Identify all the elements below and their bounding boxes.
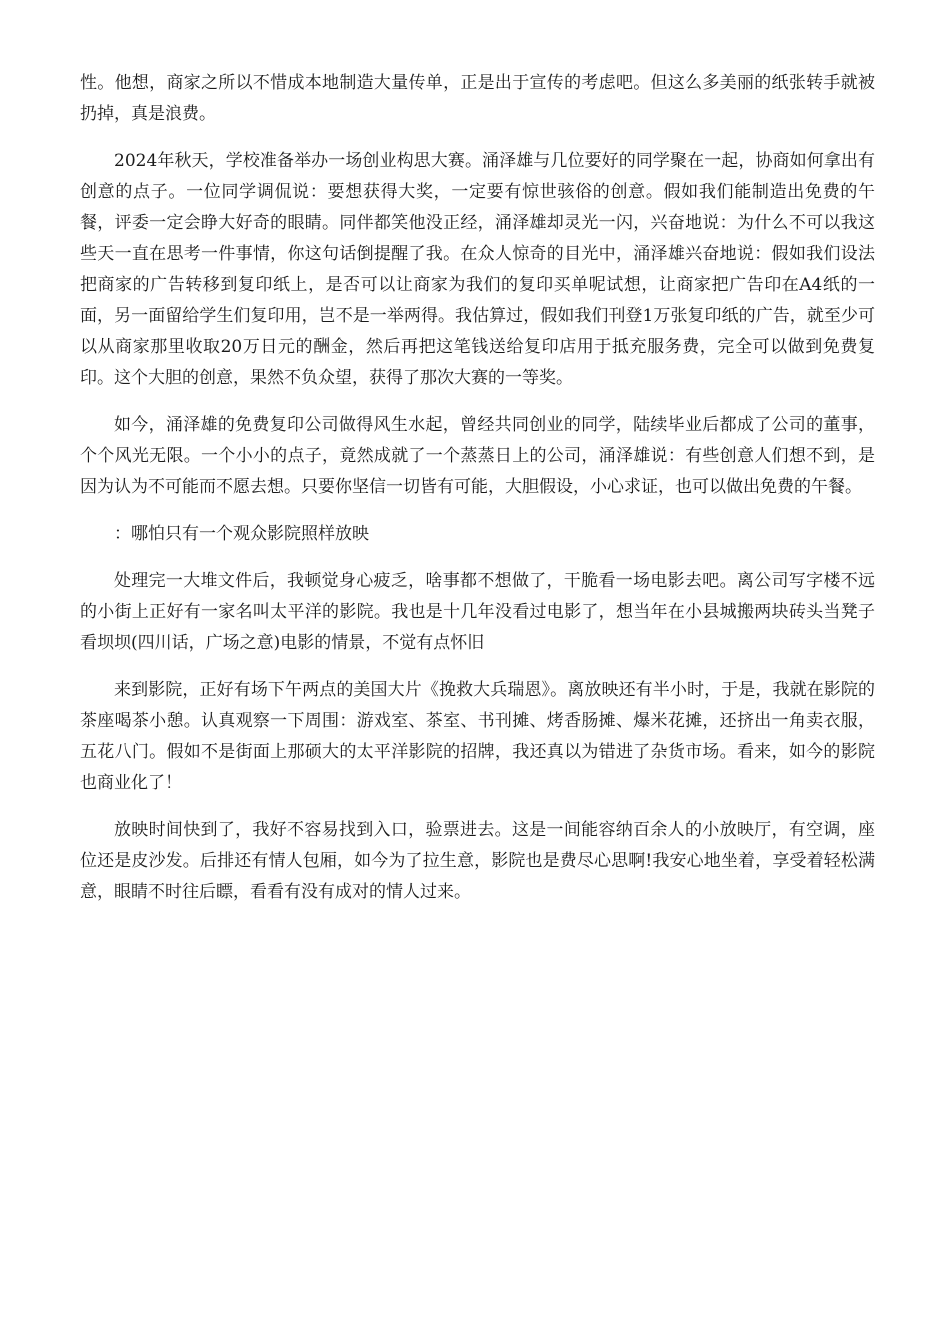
document-page [80, 68, 875, 924]
paragraph-continuation: 性。他想，商家之所以不惜成本地制造大量传单，正是出于宣传的考虑吧。但这么多美丽的纸张转手就被扔掉，真是浪费。 [80, 73, 875, 124]
section-heading: ：哪怕只有一个观众影院照样放映 [114, 524, 369, 544]
paragraph-cinema-intro: 处理完一大堆文件后，我顿觉身心疲乏，啥事都不想做了，干脆看一场电影去吧。离公司写字楼不远的小街上正好有一家名叫太平洋的影院。我也是十几年没看过电影了，想当年在小县城搬两块砖头当凳子看坝坝(四川话，广场之意)电影的情景，不觉有点怀旧 [80, 571, 875, 653]
paragraph-screening-hall: 放映时间快到了，我好不容易找到入口，验票进去。这是一间能容纳百余人的小放映厅，有空调，座位还是皮沙发。后排还有情人包厢，如今为了拉生意，影院也是费尽心思啊!我安心地坐着，享受着轻松满意，眼睛不时往后瞟，看看有没有成对的情人过来。 [80, 820, 875, 902]
paragraph-contest: 2024年秋天，学校准备举办一场创业构思大赛。涌泽雄与几位要好的同学聚在一起，协商如何拿出有创意的点子。一位同学调侃说：要想获得大奖，一定要有惊世骇俗的创意。假如我们能制造出免费的午餐，评委一定会睁大好奇的眼睛。同伴都笑他没正经，涌泽雄却灵光一闪，兴奋地说：为什么不可以我这些天一直在思考一件事情，你这句话倒提醒了我。在众人惊奇的目光中，涌泽雄兴奋地说：假如我们设法把商家的广告转移到复印纸上，是否可以让商家为我们的复印买单呢试想，让商家把广告印在A4纸的一面，另一面留给学生们复印用，岂不是一举两得。我估算过，假如我们刊登1万张复印纸的广告，就至少可以从商家那里收取20万日元的酬金，然后再把这笔钱送给复印店用于抵充服务费，完全可以做到免费复印。这个大胆的创意，果然不负众望，获得了那次大赛的一等奖。 [80, 151, 875, 388]
paragraph-cinema-arrival: 来到影院，正好有场下午两点的美国大片《挽救大兵瑞恩》。离放映还有半小时，于是，我就在影院的茶座喝茶小憩。认真观察一下周围：游戏室、茶室、书刊摊、烤香肠摊、爆米花摊，还挤出一角卖衣服，五花八门。假如不是街面上那硕大的太平洋影院的招牌，我还真以为错进了杂货市场。看来，如今的影院也商业化了！ [80, 680, 875, 793]
paragraph-company-success: 如今，涌泽雄的免费复印公司做得风生水起，曾经共同创业的同学，陆续毕业后都成了公司的董事，个个风光无限。一个小小的点子，竟然成就了一个蒸蒸日上的公司，涌泽雄说：有些创意人们想不到，是因为认为不可能而不愿去想。只要你坚信一切皆有可能，大胆假设，小心求证，也可以做出免费的午餐。 [80, 415, 875, 497]
